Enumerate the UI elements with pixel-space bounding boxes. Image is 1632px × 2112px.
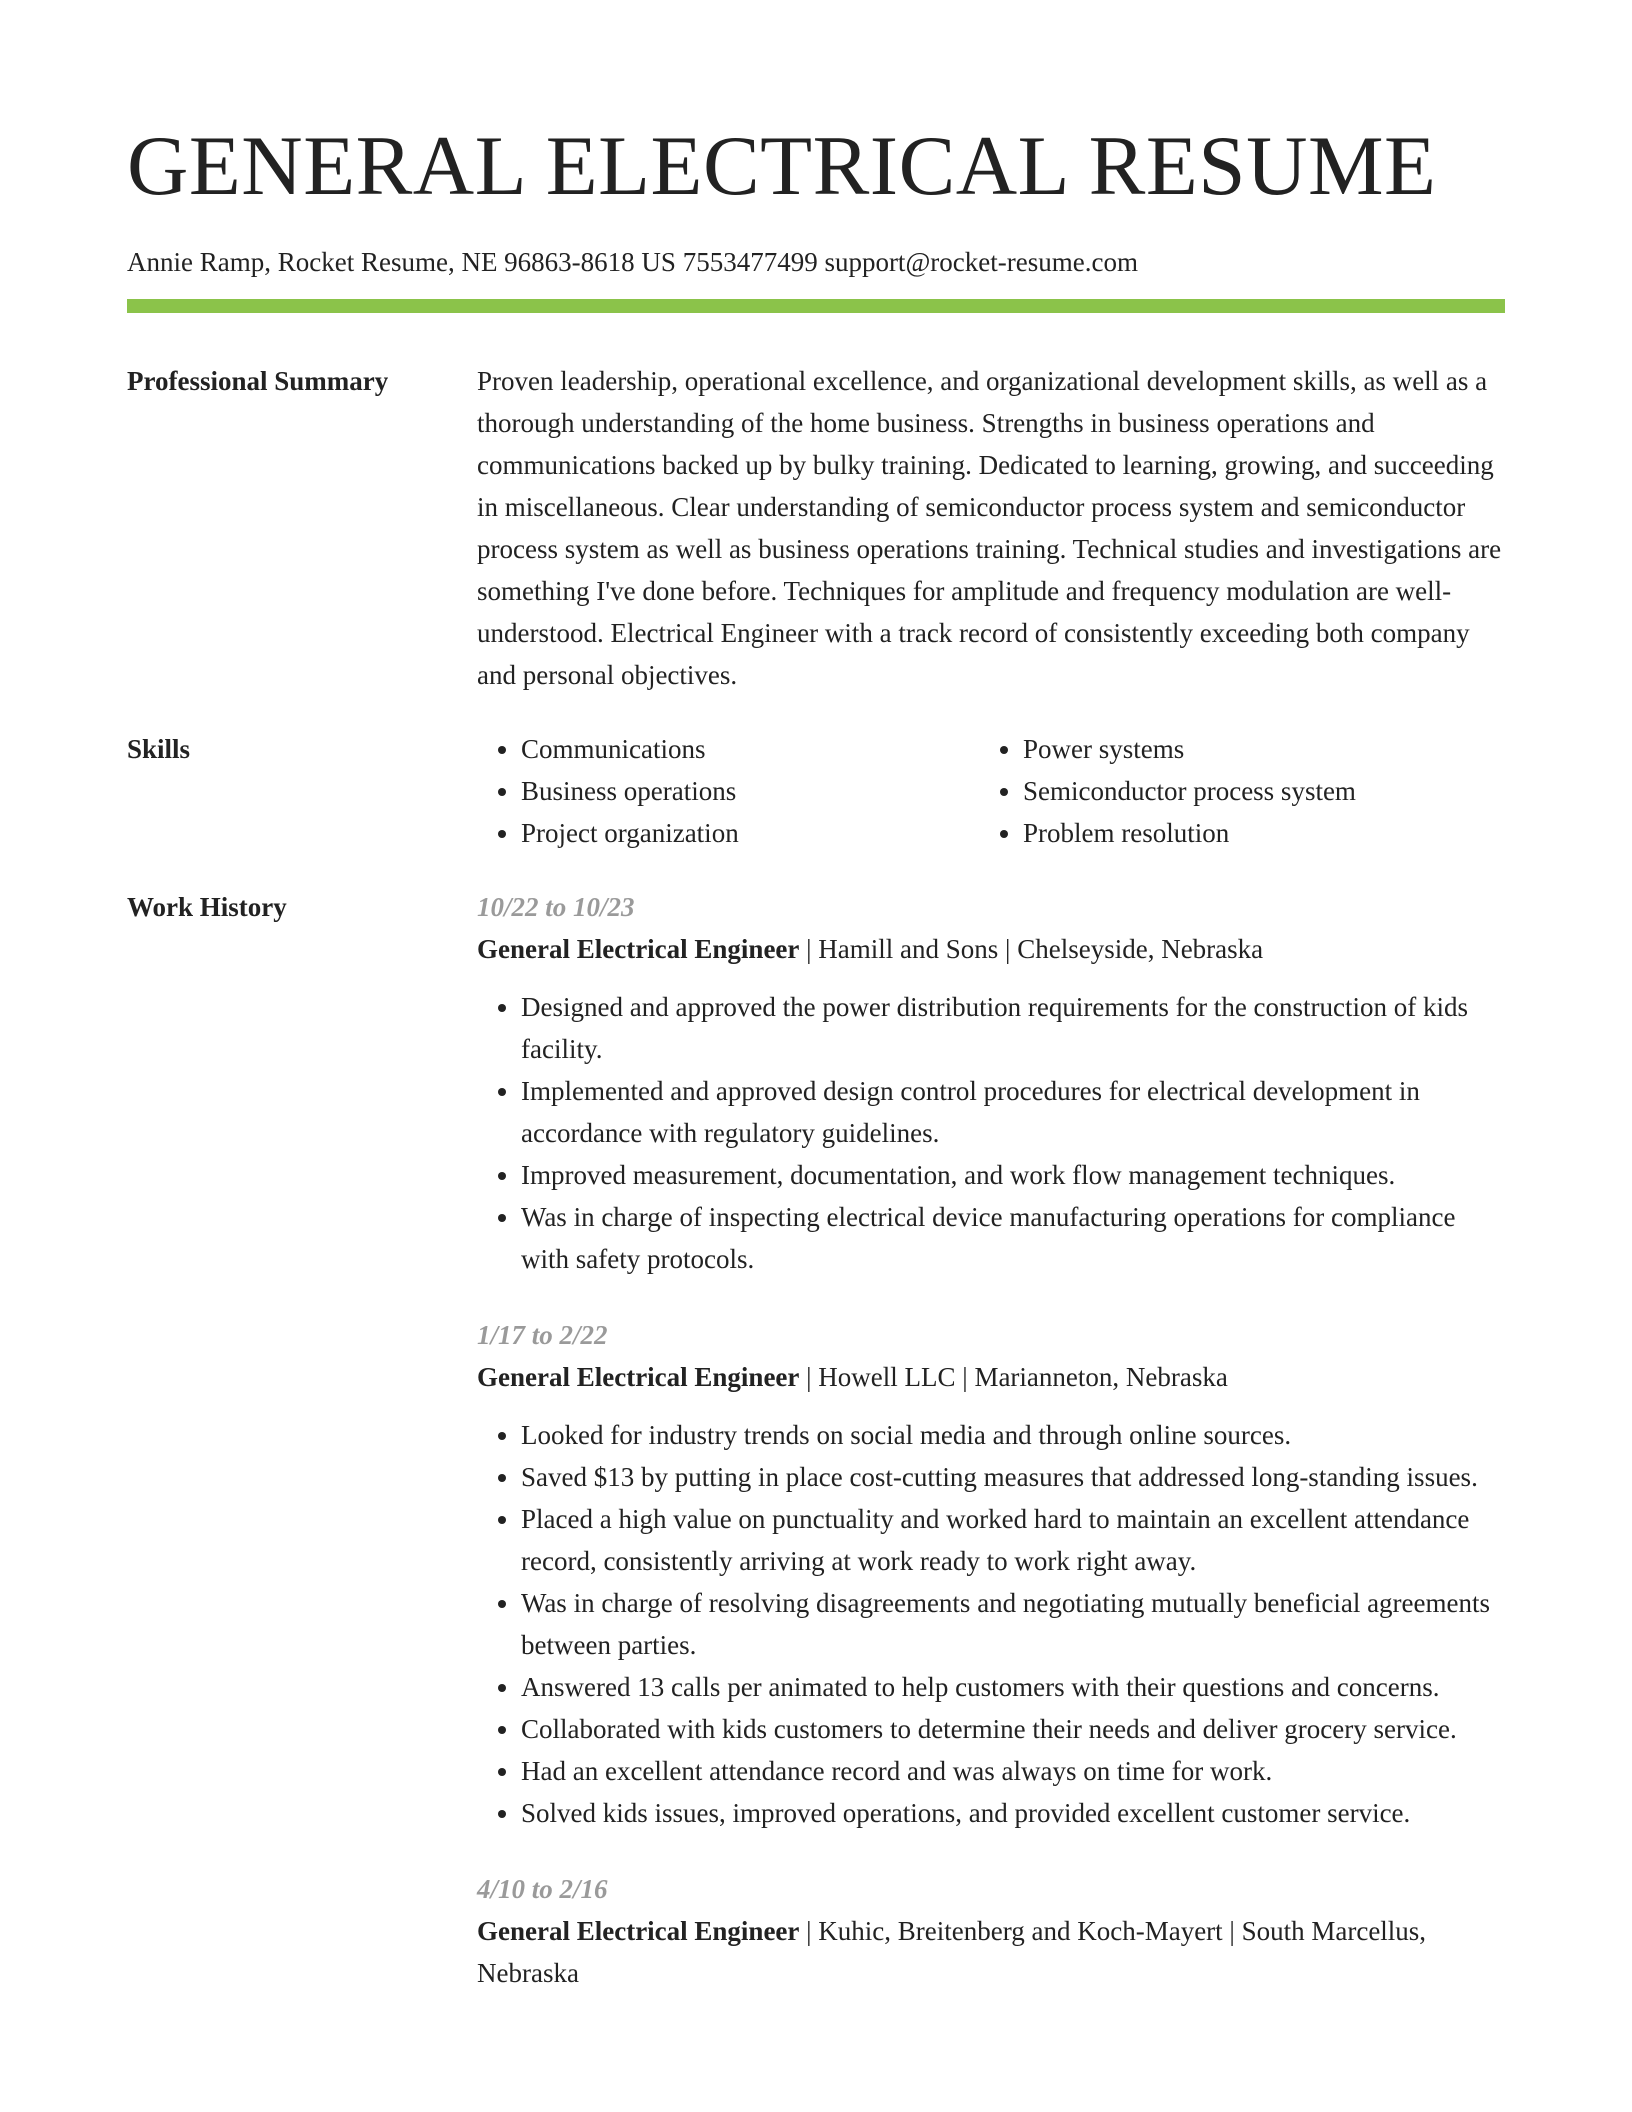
skills-column-left [477,728,979,854]
work-history-section [127,886,1505,1994]
job-bullet: • Answered 13 calls per animated to help customers with their questions and concerns. [521,1666,1505,1708]
job-role: General Electrical Engineer [477,1916,800,1946]
job-heading [477,1910,1505,1994]
skill-item: • Power systems [1023,728,1505,770]
job-bullet: • Was in charge of inspecting electrical device manufacturing operations for compliance with safety protocols. [521,1196,1505,1280]
work-history-list [477,886,1505,1994]
job-entry [477,886,1505,1280]
job-bullet: • Improved measurement, documentation, and work flow management techniques. [521,1154,1505,1196]
job-bullet: • Collaborated with kids customers to determine their needs and deliver grocery service. [521,1708,1505,1750]
skills-heading: Skills [127,734,191,764]
job-entry [477,1314,1505,1834]
skill-item: • Problem resolution [1023,812,1505,854]
job-entry [477,1868,1505,1994]
skills-column-right [979,728,1505,854]
job-bullet: • Designed and approved the power distribution requirements for the construction of kids facility. [521,986,1505,1070]
job-details: | Hamill and Sons | Chelseyside, Nebraska [799,934,1264,964]
skill-item: • Project organization [521,812,979,854]
job-bullet: • Solved kids issues, improved operations, and provided excellent customer service. [521,1792,1505,1834]
job-bullet: • Placed a high value on punctuality and worked hard to maintain an excellent attendance record, consistently arriving at work ready to work right away. [521,1498,1505,1582]
job-heading [477,928,1505,970]
job-role: General Electrical Engineer [477,934,800,964]
summary-section [127,360,1505,696]
accent-divider [127,299,1505,313]
contact-line: Annie Ramp, Rocket Resume, NE 96863-8618 US 7553477499 support@rocket-resume.com [127,247,1138,277]
work-history-heading: Work History [127,892,287,922]
skill-item: • Business operations [521,770,979,812]
skills-section [127,728,1505,854]
job-bullet: • Implemented and approved design control procedures for electrical development in accordance with regulatory guidelines. [521,1070,1505,1154]
job-dates: 4/10 to 2/16 [477,1874,608,1904]
summary-heading: Professional Summary [127,366,389,396]
job-role: General Electrical Engineer [477,1362,800,1392]
skills-list [477,728,1505,854]
job-bullet: • Was in charge of resolving disagreements and negotiating mutually beneficial agreements between parties. [521,1582,1505,1666]
job-bullet: • Had an excellent attendance record and was always on time for work. [521,1750,1505,1792]
job-bullet: • Saved $13 by putting in place cost-cutting measures that addressed long-standing issues. [521,1456,1505,1498]
job-bullets [477,1414,1505,1834]
job-details: | Kuhic, Breitenberg and Koch-Mayert | South Marcellus, Nebraska [477,1916,1427,1988]
job-details: | Howell LLC | Marianneton, Nebraska [799,1362,1228,1392]
resume-title: GENERAL ELECTRICAL RESUME [127,119,1437,213]
job-heading [477,1356,1505,1398]
skill-item: • Communications [521,728,979,770]
skill-item: • Semiconductor process system [1023,770,1505,812]
job-dates: 10/22 to 10/23 [477,892,635,922]
job-dates: 1/17 to 2/22 [477,1320,608,1350]
job-bullet: • Looked for industry trends on social media and through online sources. [521,1414,1505,1456]
summary-text: Proven leadership, operational excellence, and organizational development skills, as well as a thorough understanding of the home business. Strengths in business operations and communications backed up by bulky training. Dedicated to learning, growing, and succeeding in miscellaneous. Clear understanding of semiconductor process system and semiconductor process system as well as business operations training. Technical studies and investigations are something I've done before. Techniques for amplitude and frequency modulation are well-understood. Electrical Engineer with a track record of consistently exceeding both company and personal objectives. [477,366,1502,690]
job-bullets [477,986,1505,1280]
